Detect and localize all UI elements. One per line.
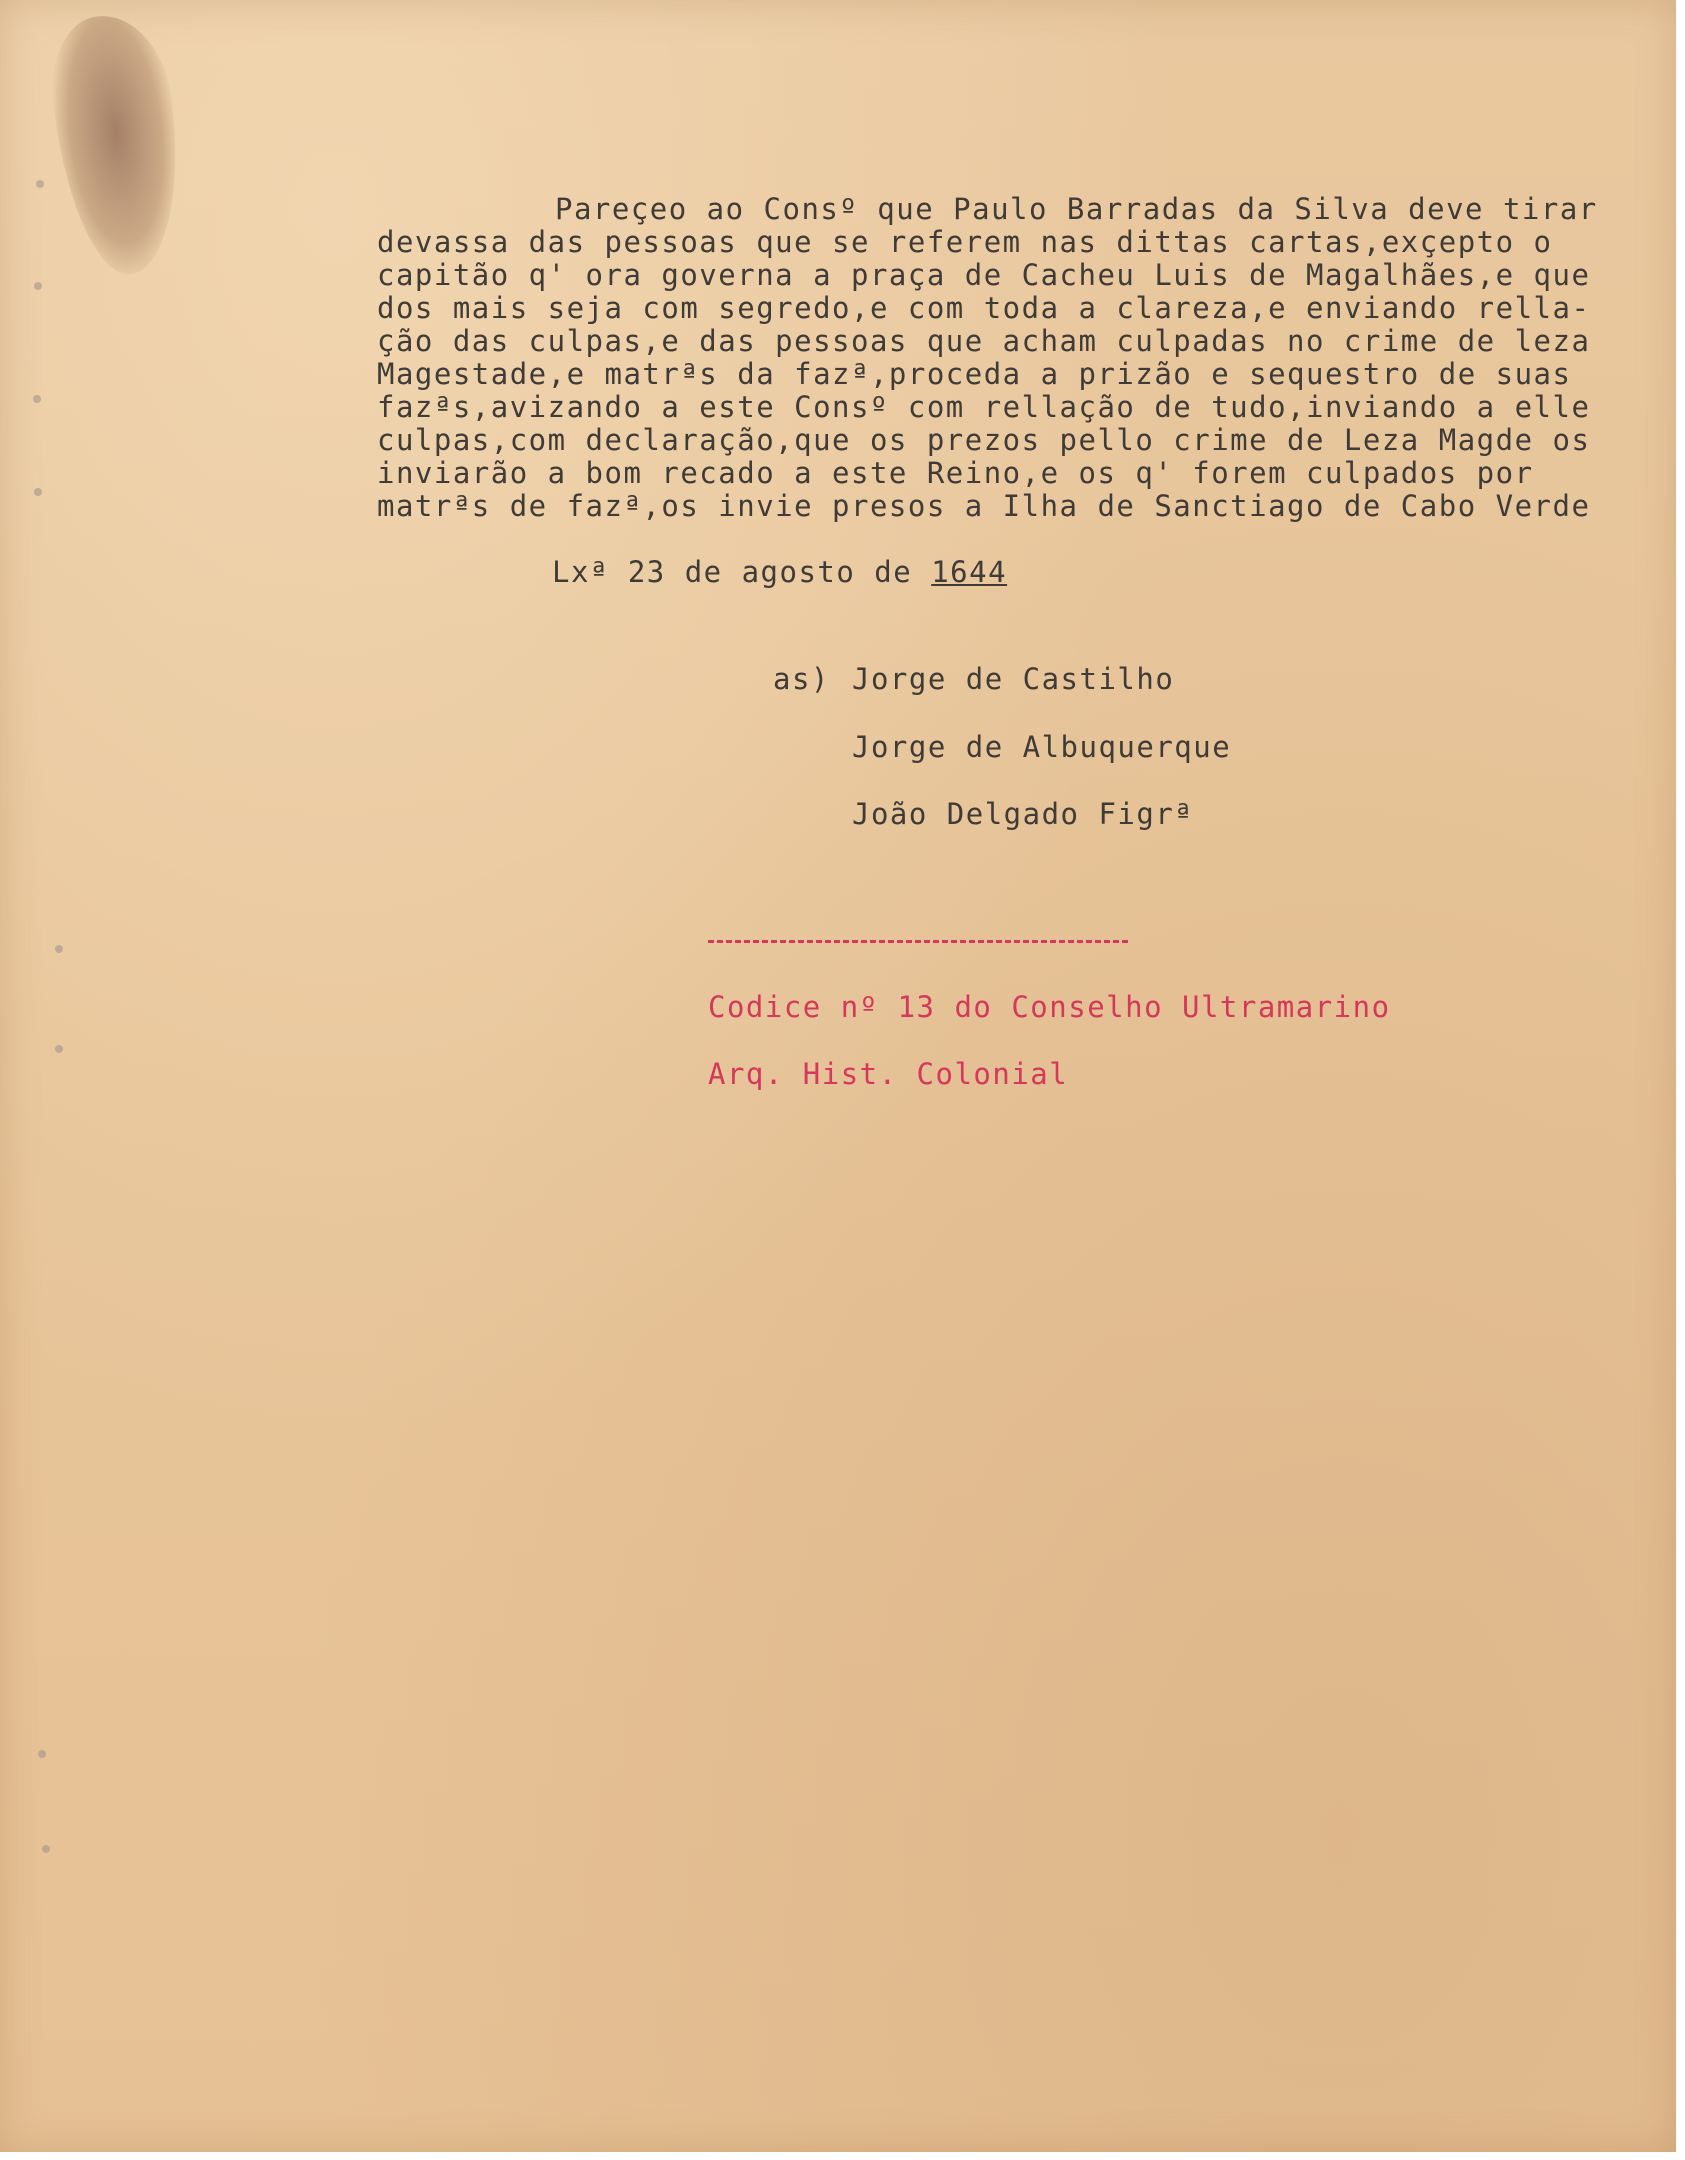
punch-hole bbox=[55, 1045, 63, 1053]
paragraph-line-9: inviarão a bom recado a este Reino,e os q' forem culpados por bbox=[377, 456, 1534, 490]
punch-hole bbox=[55, 945, 63, 953]
paragraph-line-2: devassa das pessoas que se referem nas dittas cartas,exçepto o bbox=[377, 225, 1553, 259]
archive-note-line-1: Codice nº 13 do Conselho Ultramarino bbox=[708, 990, 1391, 1024]
paragraph-line-6: Magestade,e matrªs da fazª,proceda a prizão e sequestro de suas bbox=[377, 357, 1572, 391]
punch-hole bbox=[34, 488, 42, 496]
signature-name-1: Jorge de Castilho bbox=[852, 662, 1175, 696]
paragraph-line-7: fazªs,avizando a este Consº com rellação de tudo,inviando a elle bbox=[377, 390, 1591, 424]
archive-note-line-2: Arq. Hist. Colonial bbox=[708, 1057, 1069, 1091]
punch-hole bbox=[42, 1845, 50, 1853]
paragraph-line-8: culpas,com declaração,que os prezos pello crime de Leza Magde os bbox=[377, 423, 1591, 457]
punch-hole bbox=[36, 180, 44, 188]
date-line bbox=[552, 555, 1007, 589]
paragraph-line-3: capitão q' ora governa a praça de Cacheu Luis de Magalhães,e que bbox=[377, 258, 1591, 292]
signature-name-3: João Delgado Figrª bbox=[852, 797, 1194, 831]
punch-hole bbox=[38, 1750, 46, 1758]
paragraph-line-5: ção das culpas,e das pessoas que acham culpadas no crime de leza bbox=[377, 324, 1591, 358]
water-stain bbox=[45, 10, 190, 281]
date-year: 1644 bbox=[931, 555, 1008, 589]
paragraph-line-4: dos mais seja com segredo,e com toda a clareza,e enviando rella- bbox=[377, 291, 1591, 325]
paragraph-line-1: Pareçeo ao Consº que Paulo Barradas da Silva deve tirar bbox=[555, 192, 1598, 226]
paragraph-line-10: matrªs de fazª,os invie presos a Ilha de Sanctiago de Cabo Verde bbox=[377, 489, 1591, 523]
punch-hole bbox=[33, 395, 41, 403]
punch-hole bbox=[34, 282, 42, 290]
red-dashed-separator bbox=[708, 940, 1128, 943]
date-text: Lxª 23 de agosto de bbox=[552, 555, 932, 589]
signature-name-2: Jorge de Albuquerque bbox=[852, 730, 1232, 764]
signature-prefix: as) bbox=[773, 662, 830, 696]
